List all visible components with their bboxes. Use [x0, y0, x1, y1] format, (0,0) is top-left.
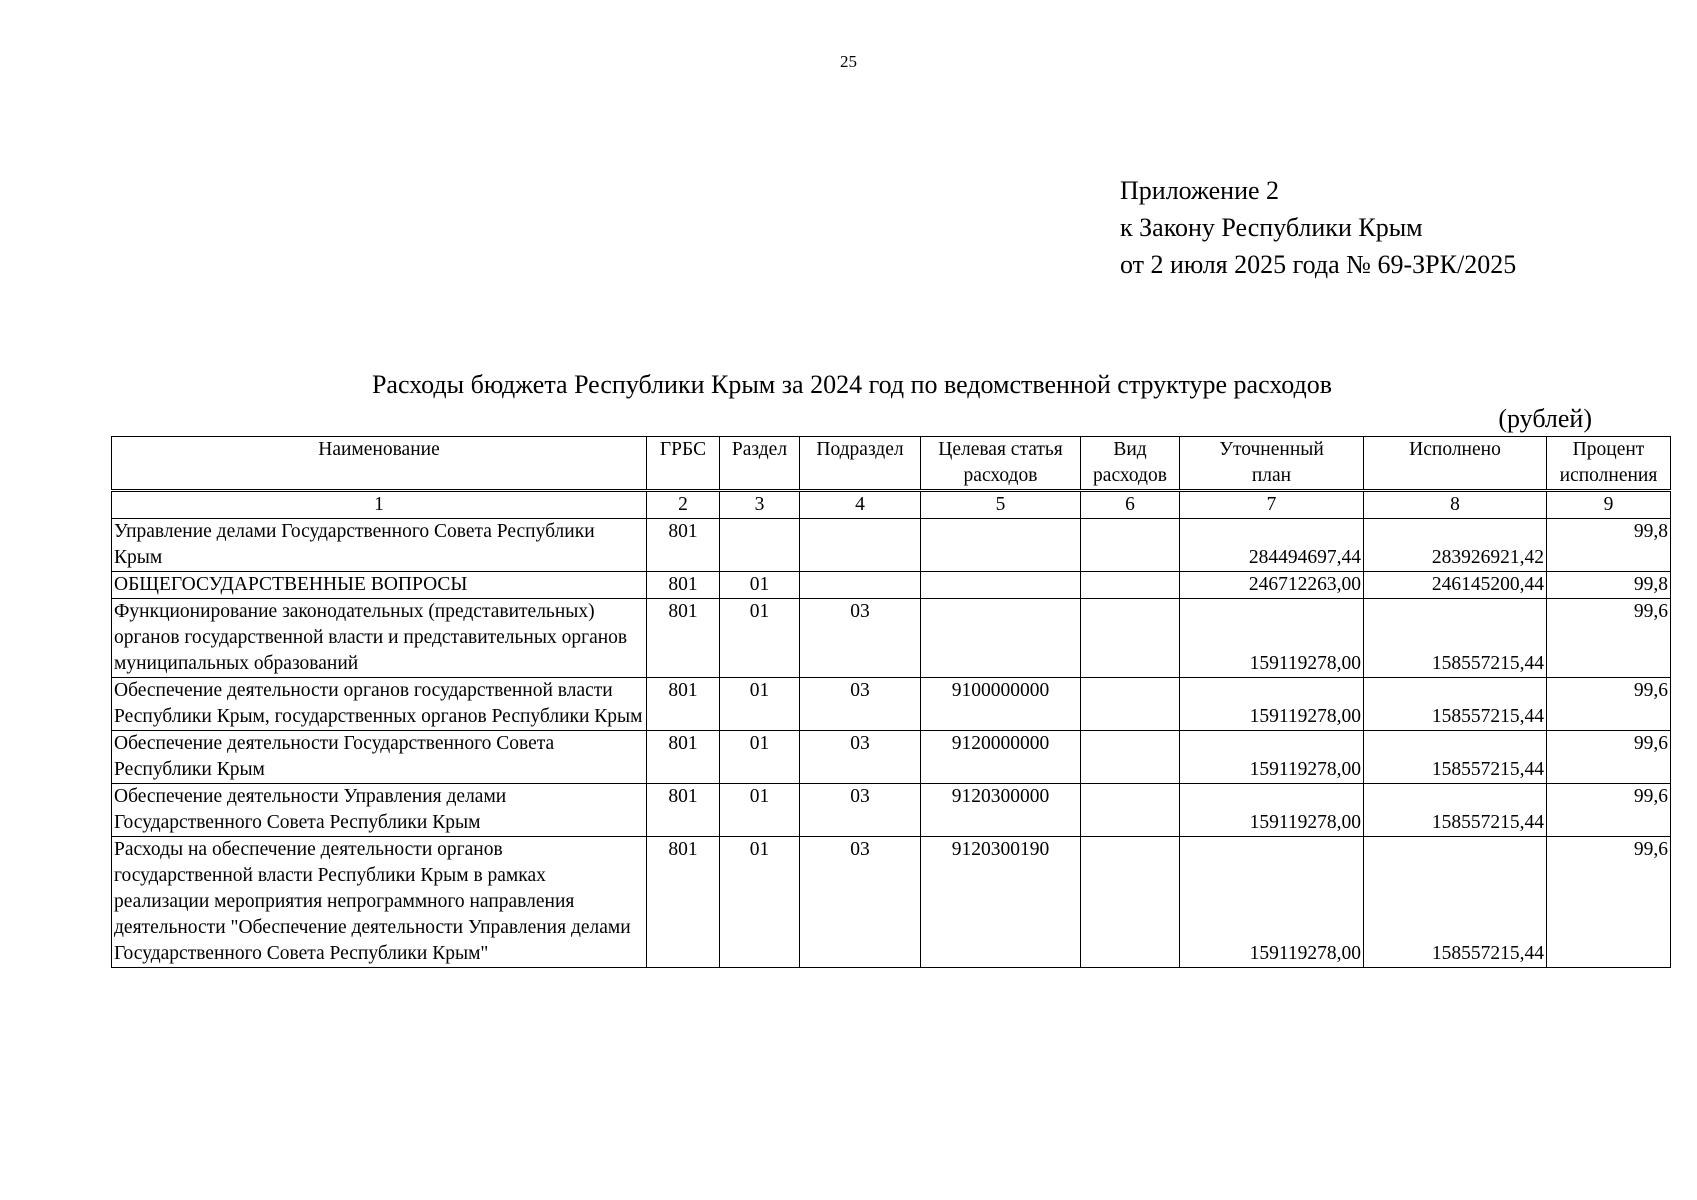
- row-executed: 246145200,44: [1364, 572, 1547, 599]
- header-plan: [1180, 437, 1364, 491]
- row-target-article: [921, 519, 1081, 572]
- row-target-article: [921, 599, 1081, 678]
- column-number: 8: [1364, 491, 1547, 519]
- header-subsection: Подраздел: [800, 437, 921, 491]
- header-target-article-line-1: Целевая статья: [938, 439, 1063, 460]
- row-name: Обеспечение деятельности органов государственной власти Республики Крым, государственных органов Республики Крым: [112, 678, 647, 731]
- row-expense-type: [1081, 519, 1180, 572]
- row-plan: 284494697,44: [1180, 519, 1364, 572]
- document-title: Расходы бюджета Республики Крым за 2024 год по ведомственной структуре расходов: [371, 370, 1333, 399]
- header-grbs: ГРБС: [647, 437, 720, 491]
- row-section: [720, 519, 800, 572]
- row-subsection: 03: [800, 731, 921, 784]
- row-expense-type: [1081, 678, 1180, 731]
- row-executed: 158557215,44: [1364, 837, 1547, 968]
- row-grbs: 801: [647, 572, 720, 599]
- row-percent: 99,8: [1547, 572, 1671, 599]
- row-section: 01: [720, 572, 800, 599]
- units-label: (рублей): [1498, 404, 1592, 433]
- row-section: 01: [720, 784, 800, 837]
- column-number: 7: [1180, 491, 1364, 519]
- table-row: [112, 599, 1671, 678]
- row-target-article: 9100000000: [921, 678, 1081, 731]
- table-row: [112, 731, 1671, 784]
- column-number: 9: [1547, 491, 1671, 519]
- row-subsection: 03: [800, 837, 921, 968]
- row-grbs: 801: [647, 731, 720, 784]
- row-target-article: [921, 572, 1081, 599]
- row-grbs: 801: [647, 784, 720, 837]
- row-grbs: 801: [647, 519, 720, 572]
- row-percent: 99,8: [1547, 519, 1671, 572]
- row-section: 01: [720, 837, 800, 968]
- table-row: [112, 784, 1671, 837]
- row-percent: 99,6: [1547, 599, 1671, 678]
- column-number: 1: [112, 491, 647, 519]
- column-number: 6: [1081, 491, 1180, 519]
- header-section: Раздел: [720, 437, 800, 491]
- row-percent: 99,6: [1547, 678, 1671, 731]
- appendix-line-2: к Закону Республики Крым: [1120, 213, 1423, 242]
- row-expense-type: [1081, 837, 1180, 968]
- row-target-article: 9120300000: [921, 784, 1081, 837]
- row-grbs: 801: [647, 837, 720, 968]
- header-plan-line-2: план: [1251, 465, 1292, 486]
- header-expense-type-line-2: расходов: [1093, 465, 1167, 486]
- row-plan: 159119278,00: [1180, 678, 1364, 731]
- row-executed: 158557215,44: [1364, 731, 1547, 784]
- column-number: 2: [647, 491, 720, 519]
- row-target-article: 9120000000: [921, 731, 1081, 784]
- row-target-article: 9120300190: [921, 837, 1081, 968]
- header-expense-type: [1081, 437, 1180, 491]
- row-name: ОБЩЕГОСУДАРСТВЕННЫЕ ВОПРОСЫ: [112, 572, 647, 599]
- appendix-block: [1120, 172, 1516, 283]
- header-target-article: [921, 437, 1081, 491]
- row-expense-type: [1081, 731, 1180, 784]
- table-header-row: [112, 437, 1671, 491]
- table-row: [112, 837, 1671, 968]
- row-grbs: 801: [647, 678, 720, 731]
- appendix-line-1: Приложение 2: [1120, 176, 1280, 205]
- row-plan: 246712263,00: [1180, 572, 1364, 599]
- row-executed: 158557215,44: [1364, 784, 1547, 837]
- row-name: Обеспечение деятельности Государственного Совета Республики Крым: [112, 731, 647, 784]
- row-section: 01: [720, 731, 800, 784]
- row-executed: 158557215,44: [1364, 599, 1547, 678]
- row-percent: 99,6: [1547, 731, 1671, 784]
- appendix-line-3: от 2 июля 2025 года № 69-ЗРК/2025: [1120, 250, 1517, 279]
- budget-table: [111, 436, 1671, 968]
- column-number: 3: [720, 491, 800, 519]
- row-percent: 99,6: [1547, 784, 1671, 837]
- table-row: [112, 519, 1671, 572]
- row-expense-type: [1081, 572, 1180, 599]
- row-plan: 159119278,00: [1180, 731, 1364, 784]
- header-expense-type-line-1: Вид: [1113, 439, 1147, 460]
- column-number: 5: [921, 491, 1081, 519]
- column-number: 4: [800, 491, 921, 519]
- row-executed: 158557215,44: [1364, 678, 1547, 731]
- row-plan: 159119278,00: [1180, 599, 1364, 678]
- header-percent-line-1: Процент: [1572, 439, 1645, 460]
- row-plan: 159119278,00: [1180, 784, 1364, 837]
- row-section: 01: [720, 678, 800, 731]
- table-row: [112, 572, 1671, 599]
- row-name: Управление делами Государственного Совета Республики Крым: [112, 519, 647, 572]
- page-number: 25: [840, 52, 857, 71]
- row-subsection: [800, 572, 921, 599]
- header-plan-line-1: Уточненный: [1219, 439, 1324, 460]
- table-row: [112, 678, 1671, 731]
- row-name: Функционирование законодательных (представительных) органов государственной власти и представительных органов муниципальных образований: [112, 599, 647, 678]
- header-name: Наименование: [112, 437, 647, 491]
- row-expense-type: [1081, 784, 1180, 837]
- row-expense-type: [1081, 599, 1180, 678]
- header-percent: [1547, 437, 1671, 491]
- column-number-row: [112, 491, 1671, 519]
- row-name: Обеспечение деятельности Управления делами Государственного Совета Республики Крым: [112, 784, 647, 837]
- row-subsection: 03: [800, 599, 921, 678]
- row-executed: 283926921,42: [1364, 519, 1547, 572]
- row-grbs: 801: [647, 599, 720, 678]
- header-executed: Исполнено: [1364, 437, 1547, 491]
- row-plan: 159119278,00: [1180, 837, 1364, 968]
- header-percent-line-2: исполнения: [1559, 465, 1658, 486]
- row-subsection: 03: [800, 678, 921, 731]
- row-percent: 99,6: [1547, 837, 1671, 968]
- row-name: Расходы на обеспечение деятельности органов государственной власти Республики Крым в рамках реализации мероприятия непрограммного направления деятельности "Обеспечение деятельности Управления делами Государственного Совета Республики Крым": [112, 837, 647, 968]
- row-section: 01: [720, 599, 800, 678]
- row-subsection: [800, 519, 921, 572]
- row-subsection: 03: [800, 784, 921, 837]
- header-target-article-line-2: расходов: [963, 465, 1038, 486]
